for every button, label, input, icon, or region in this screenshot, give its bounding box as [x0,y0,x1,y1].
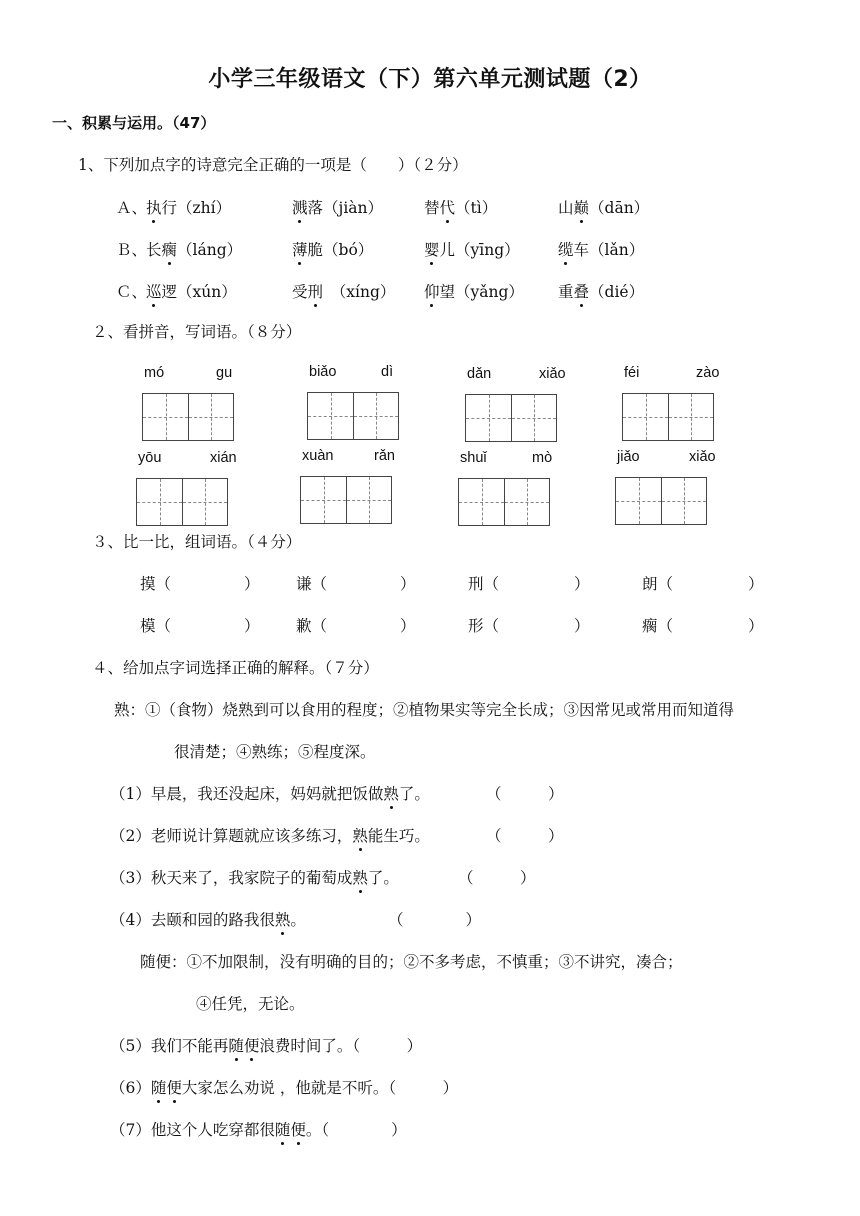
tianzige-cell[interactable] [668,394,713,440]
tianzige-box[interactable] [142,393,234,441]
tianzige-box[interactable] [307,392,399,440]
answer-blank-close[interactable]: ） [244,617,260,635]
page-title: 小学三年级语文（下）第六单元测试题（2） [208,67,652,92]
option-word: 山巅（dān） [558,196,649,218]
pinyin-label: xuàn [302,448,334,464]
compare-char: 摸（ [140,575,172,593]
tianzige-box[interactable] [615,477,707,525]
pinyin-label: féi [624,365,640,381]
answer-blank-4[interactable]: （ ） [388,911,482,929]
pinyin-label: xiǎo [539,366,566,382]
option-word: 长瘸（láng） [146,238,242,260]
pinyin-label: biǎo [309,364,337,380]
tianzige-cell[interactable] [182,479,227,525]
option-word: 巡逻（xún） [146,280,237,302]
tianzige-box[interactable] [458,478,550,526]
option-word: 重叠（dié） [558,280,644,302]
question-3-stem: ３、比一比，组词语。（４分） [92,533,302,551]
suibian-definition-line-2: ④任凭，无论。 [196,995,305,1013]
tianzige-cell[interactable] [661,478,706,524]
dotted-char: 瘸 [162,238,178,260]
tianzige-cell[interactable] [143,394,188,440]
compare-char: 瘸（ [642,617,674,635]
tianzige-box[interactable] [300,476,392,524]
question-2-stem: ２、看拼音，写词语。（８分） [92,323,302,341]
question-4-stem: ４、给加点字词选择正确的解释。（７分） [92,659,379,677]
tianzige-cell[interactable] [616,478,661,524]
dotted-char: 仰 [424,280,440,302]
sentence-7: （7）他这个人吃穿都很随便。（ ） [110,1118,407,1140]
option-word: 溅落（jiàn） [292,196,383,218]
tianzige-cell[interactable] [137,479,182,525]
tianzige-cell[interactable] [466,395,511,441]
pinyin-label: zào [696,365,720,381]
answer-blank-close[interactable]: ） [244,575,260,593]
option-word: 替代（tì） [424,196,497,218]
dotted-char: 随 [275,1118,291,1140]
dotted-char: 代 [440,196,456,218]
tianzige-cell[interactable] [511,395,556,441]
dotted-char: 巅 [574,196,590,218]
tianzige-cell[interactable] [188,394,233,440]
compare-char: 形（ [468,617,500,635]
tianzige-cell[interactable] [353,393,398,439]
shu-definition-line-2: 很清楚；④熟练；⑤程度深。 [174,743,376,761]
dotted-char: 随 [151,1076,167,1098]
dotted-char: 薄 [292,238,308,260]
suibian-definition-line-1: 随便：①不加限制，没有明确的目的；②不多考虑，不慎重；③不讲究，凑合； [140,953,683,971]
compare-char: 模（ [140,617,172,635]
tianzige-cell[interactable] [301,477,346,523]
option-word: 薄脆（bó） [292,238,373,260]
pinyin-label: mò [532,450,553,466]
pinyin-label: shuǐ [460,450,487,466]
dotted-char: 刑 [308,280,324,302]
dotted-char: 便 [244,1034,260,1056]
option-word: 缆车（lǎn） [558,238,644,260]
sentence-6: （6）随便大家怎么劝说 ，他就是不听。（ ） [110,1076,458,1098]
dotted-char: 叠 [574,280,590,302]
sentence-4: （4）去颐和园的路我很熟。 [110,908,306,930]
pinyin-label: yōu [138,450,162,466]
sentence-5: （5）我们不能再随便浪费时间了。（ ） [110,1034,422,1056]
option-word: 受刑 （xíng） [292,280,395,302]
tianzige-box[interactable] [136,478,228,526]
tianzige-cell[interactable] [459,479,504,525]
dotted-char: 溅 [292,196,308,218]
tianzige-cell[interactable] [346,477,391,523]
dotted-char: 熟 [383,782,399,804]
section-heading: 一、积累与运用。（47） [52,114,216,132]
dotted-char: 便 [290,1118,306,1140]
compare-char: 歉（ [296,617,328,635]
pinyin-label: mó [144,365,165,381]
sentence-1: （1）早晨，我还没起床，妈妈就把饭做熟了。 [110,782,430,804]
answer-blank-close[interactable]: ） [748,575,764,593]
compare-char: 朗（ [642,575,674,593]
answer-blank-close[interactable]: ） [400,617,416,635]
answer-blank-close[interactable]: ） [748,617,764,635]
shu-definition-line-1: 熟：①（食物）烧熟到可以食用的程度；②植物果实等完全长成；③因常见或常用而知道得 [114,701,735,719]
option-word: 婴儿（yīng） [424,238,520,260]
compare-char: 谦（ [296,575,328,593]
dotted-char: 便 [166,1076,182,1098]
tianzige-cell[interactable] [504,479,549,525]
dotted-char: 熟 [275,908,291,930]
sentence-3: （3）秋天来了，我家院子的葡萄成熟了。 [110,866,399,888]
pinyin-label: gu [216,365,233,381]
dotted-char: 缆 [558,238,574,260]
pinyin-label: rǎn [374,448,395,464]
answer-blank-2[interactable]: （ ） [486,827,564,845]
option-letter: Ｂ、 [116,241,148,259]
compare-char: 刑（ [468,575,500,593]
tianzige-box[interactable] [622,393,714,441]
sentence-2: （2）老师说计算题就应该多练习，熟能生巧。 [110,824,430,846]
dotted-char: 随 [228,1034,244,1056]
pinyin-label: dì [381,364,394,380]
answer-blank-close[interactable]: ） [400,575,416,593]
answer-blank-1[interactable]: （ ） [486,785,564,803]
answer-blank-close[interactable]: ） [574,575,590,593]
option-word: 仰望（yǎng） [424,280,524,302]
pinyin-label: xiǎo [689,449,716,465]
dotted-char: 熟 [352,824,368,846]
option-letter: Ａ、 [116,199,148,217]
dotted-char: 巡 [146,280,162,302]
question-1-stem: 1、下列加点字的诗意完全正确的一项是（ ）（２分） [78,156,468,174]
tianzige-cell[interactable] [308,393,353,439]
option-word: 执行（zhí） [146,196,231,218]
option-letter: Ｃ、 [116,283,148,301]
pinyin-label: xián [210,450,237,466]
pinyin-label: jiǎo [617,449,640,465]
answer-blank-close[interactable]: ） [574,617,590,635]
answer-blank-3[interactable]: （ ） [458,869,536,887]
dotted-char: 执 [146,196,162,218]
pinyin-label: dǎn [467,366,492,382]
tianzige-cell[interactable] [623,394,668,440]
tianzige-box[interactable] [465,394,557,442]
dotted-char: 婴 [424,238,440,260]
dotted-char: 熟 [352,866,368,888]
